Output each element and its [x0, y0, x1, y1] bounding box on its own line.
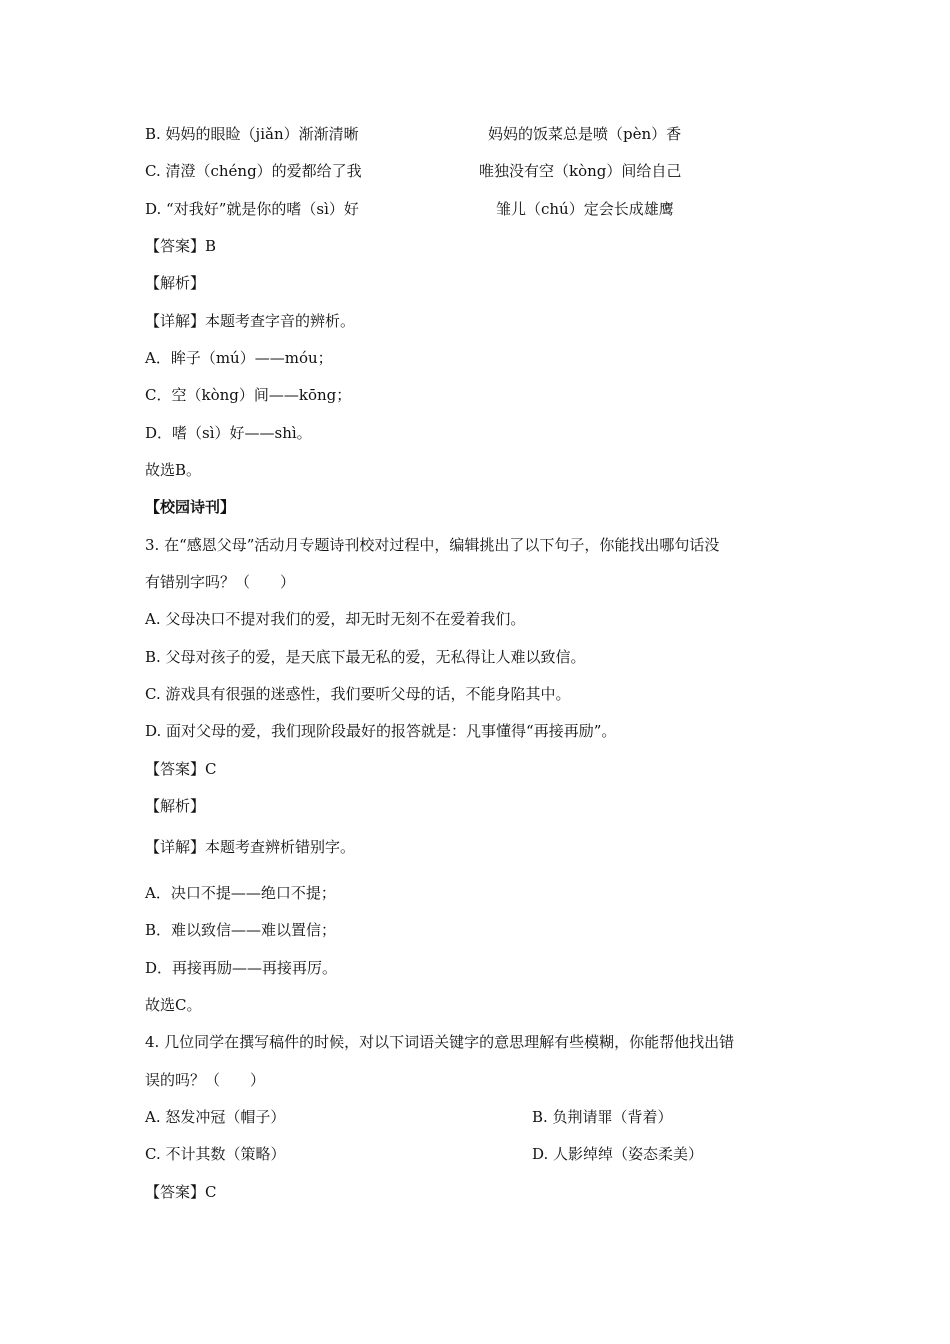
- q3-fix-b: B．难以致信——难以置信；: [145, 921, 337, 939]
- q4-stem-line2: 误的吗？（ ）: [145, 1071, 266, 1089]
- q2-option-c-right: 唯独没有空（kòng）间给自己: [479, 162, 682, 180]
- q3-stem-line2: 有错别字吗？（ ）: [145, 573, 296, 591]
- q2-fix-c: C．空（kòng）间——kōng；: [145, 386, 352, 404]
- q3-option-d: D. 面对父母的爱，我们现阶段最好的报答就是：凡事懂得“再接再励”。: [145, 722, 617, 740]
- q2-option-d-left: D. “对我好”就是你的嗜（sì）好: [145, 200, 359, 218]
- q4-option-b: B. 负荆请罪（背着）: [532, 1108, 673, 1126]
- q3-answer: 【答案】C: [145, 760, 217, 778]
- q3-detail: 【详解】本题考查辨析错别字。: [145, 838, 356, 856]
- q3-fix-a: A．决口不提——绝口不提；: [145, 884, 336, 902]
- q2-option-b-left: B. 妈妈的眼睑（jiǎn）渐渐清晰: [145, 125, 359, 143]
- q2-option-b-right: 妈妈的饭菜总是喷（pèn）香: [488, 125, 682, 143]
- q2-option-d-right: 雏儿（chú）定会长成雄鹰: [496, 200, 674, 218]
- q4-option-d: D. 人影绰绰（姿态柔美）: [532, 1145, 704, 1163]
- q4-stem-line1: 4. 几位同学在撰写稿件的时候，对以下词语关键字的意思理解有些模糊，你能帮他找出错: [145, 1033, 735, 1051]
- section-title: 【校园诗刊】: [145, 498, 236, 516]
- q2-fix-a: A．眸子（mú）——móu；: [145, 349, 333, 367]
- q4-option-c: C. 不计其数（策略）: [145, 1145, 286, 1163]
- q3-conclusion: 故选C。: [145, 996, 202, 1014]
- q2-fix-d: D．嗜（sì）好——shì。: [145, 424, 312, 442]
- q3-option-b: B. 父母对孩子的爱，是天底下最无私的爱，无私得让人难以致信。: [145, 648, 586, 666]
- q2-answer: 【答案】B: [145, 237, 217, 255]
- q3-analysis-label: 【解析】: [145, 797, 206, 815]
- q4-answer: 【答案】C: [145, 1183, 217, 1201]
- q3-option-c: C. 游戏具有很强的迷惑性，我们要听父母的话，不能身陷其中。: [145, 685, 571, 703]
- q2-detail: 【详解】本题考查字音的辨析。: [145, 312, 356, 330]
- q3-option-a: A. 父母决口不提对我们的爱，却无时无刻不在爱着我们。: [145, 610, 526, 628]
- q3-stem-line1: 3. 在“感恩父母”活动月专题诗刊校对过程中，编辑挑出了以下句子，你能找出哪句话没: [145, 536, 720, 554]
- q2-analysis-label: 【解析】: [145, 274, 206, 292]
- q2-conclusion: 故选B。: [145, 461, 202, 479]
- q4-option-a: A. 怒发冲冠（帽子）: [145, 1108, 286, 1126]
- q2-option-c-left: C. 清澄（chéng）的爱都给了我: [145, 162, 362, 180]
- q3-fix-d: D．再接再励——再接再厉。: [145, 959, 338, 977]
